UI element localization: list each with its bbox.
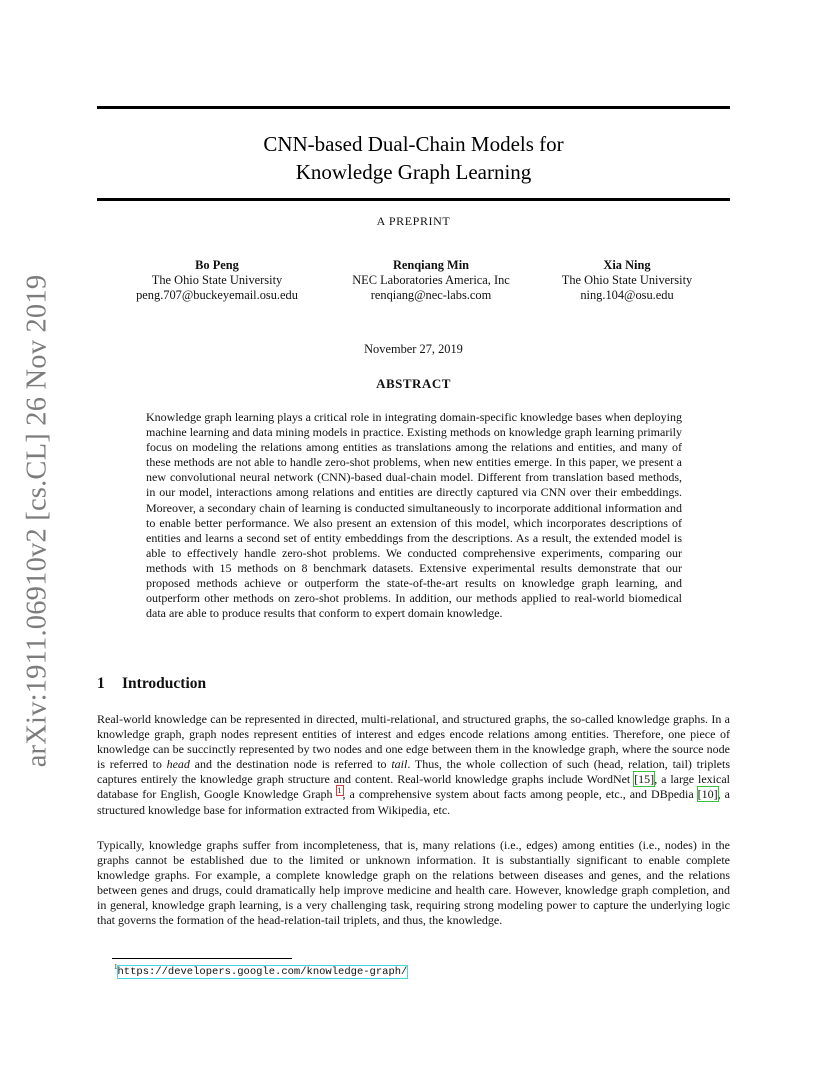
text-run: . Thus, the whole collection of such (head, relation, tail) triplets captures entirely the knowledge graph structure and content. Real-world knowledge graphs include WordNet	[97, 757, 730, 787]
author-block-2	[331, 258, 531, 303]
author-block-3	[527, 258, 727, 303]
citation-link-10[interactable]: [10]	[697, 787, 718, 802]
author-email: peng.707@buckeyemail.osu.edu	[136, 288, 298, 302]
title-top-rule	[97, 106, 730, 109]
footnote-mark: 1	[114, 963, 118, 971]
abstract-heading: ABSTRACT	[376, 376, 451, 391]
text-run: Real-world knowledge can be represented in directed, multi-relational, and structured graphs, the so-called knowledge graphs. In a knowledge graph, graph nodes represent entities of interest and edges encode relations among entities. Therefore, one piece of knowledge can be succinctly represented by two nodes and one edge between them in the knowledge graph, where the source node is referred to	[97, 712, 730, 772]
text-run: , a structured knowledge base for information extracted from Wikipedia, etc.	[97, 787, 730, 817]
paper-title	[97, 130, 730, 186]
author-affiliation: NEC Laboratories America, Inc	[352, 273, 510, 287]
text-run: , a comprehensive system about facts among people, etc., and DBpedia	[342, 787, 698, 802]
title-line-2: Knowledge Graph Learning	[295, 160, 532, 184]
author-name: Renqiang Min	[392, 258, 470, 272]
intro-paragraph-1	[97, 712, 730, 818]
author-affiliation: The Ohio State University	[561, 273, 693, 287]
intro-paragraph-2: Typically, knowledge graphs suffer from incompleteness, that is, many relations (i.e., edges) among entities (i.e., nodes) in the graphs cannot be established due to the limited or unknown information. It is substantially significant to enable complete knowledge graphs. For example, a complete knowledge graph on the relations between diseases and genes, and the relations between genes and drugs, could dramatically help improve medicine and health care. However, knowledge graph completion, and in general, knowledge graph learning, is a very challenging task, requiring strong modeling power to capture the underlying logic that governs the formation of the head-relation-tail triplets, and thus, the knowledge.	[97, 838, 730, 928]
author-affiliation: The Ohio State University	[151, 273, 283, 287]
footnote-link-1[interactable]: 1	[337, 786, 342, 796]
text-run: , a large lexical database for English, Google Knowledge Graph	[97, 772, 730, 802]
footnote-url-link[interactable]: https://developers.google.com/knowledge-graph/	[117, 965, 408, 978]
preprint-label: A PREPRINT	[376, 214, 451, 228]
author-name: Bo Peng	[195, 258, 239, 272]
italic-tail: tail	[391, 757, 408, 772]
paper-date: November 27, 2019	[364, 342, 463, 356]
section-heading-introduction	[97, 675, 206, 693]
text-run: and the destination node is referred to	[189, 757, 392, 772]
citation-link-15[interactable]: [15]	[634, 772, 655, 787]
italic-head: head	[166, 757, 190, 772]
arxiv-identifier-text: arXiv:1911.06910v2 [cs.CL] 26 Nov 2019	[21, 274, 53, 768]
author-email: ning.104@osu.edu	[580, 288, 674, 302]
footnote-rule	[112, 958, 292, 959]
abstract-text: Knowledge graph learning plays a critical role in integrating domain-specific knowledge bases when deploying machine learning and data mining models in practice. Existing methods on knowledge graph learning primarily focus on modeling the relations among entities as translations among the relations and entities, and many of these methods are not able to handle zero-shot problems, when new entities emerge. In this paper, we present a new convolutional neural network (CNN)-based dual-chain model. Different from translation based methods, in our model, interactions among relations and entities are directly captured via CNN over their embeddings. Moreover, a secondary chain of learning is conducted simultaneously to incorporate additional information and to enable better performance. We also present an extension of this model, which incorporates descriptions of entities and learns a second set of entity embeddings from the descriptions. As a result, the extended model is able to effectively handle zero-shot problems. We conducted comprehensive experiments, comparing our methods with 15 methods on 8 benchmark datasets. Extensive experimental results demonstrate that our proposed methods achieve or outperform the state-of-the-art results on knowledge graph learning, and outperform other methods on zero-shot problems. In addition, our methods applied to real-world biomedical data are able to produce results that conform to expert domain knowledge.	[146, 410, 682, 621]
author-block-1	[117, 258, 317, 303]
author-name: Xia Ning	[603, 258, 651, 272]
title-bottom-rule	[97, 198, 730, 201]
author-email: renqiang@nec-labs.com	[370, 288, 492, 302]
footnote	[114, 963, 407, 978]
title-line-1: CNN-based Dual-Chain Models for	[263, 132, 564, 156]
section-title: Introduction	[122, 675, 207, 692]
arxiv-identifier	[17, 274, 57, 768]
section-number: 1	[97, 675, 105, 692]
